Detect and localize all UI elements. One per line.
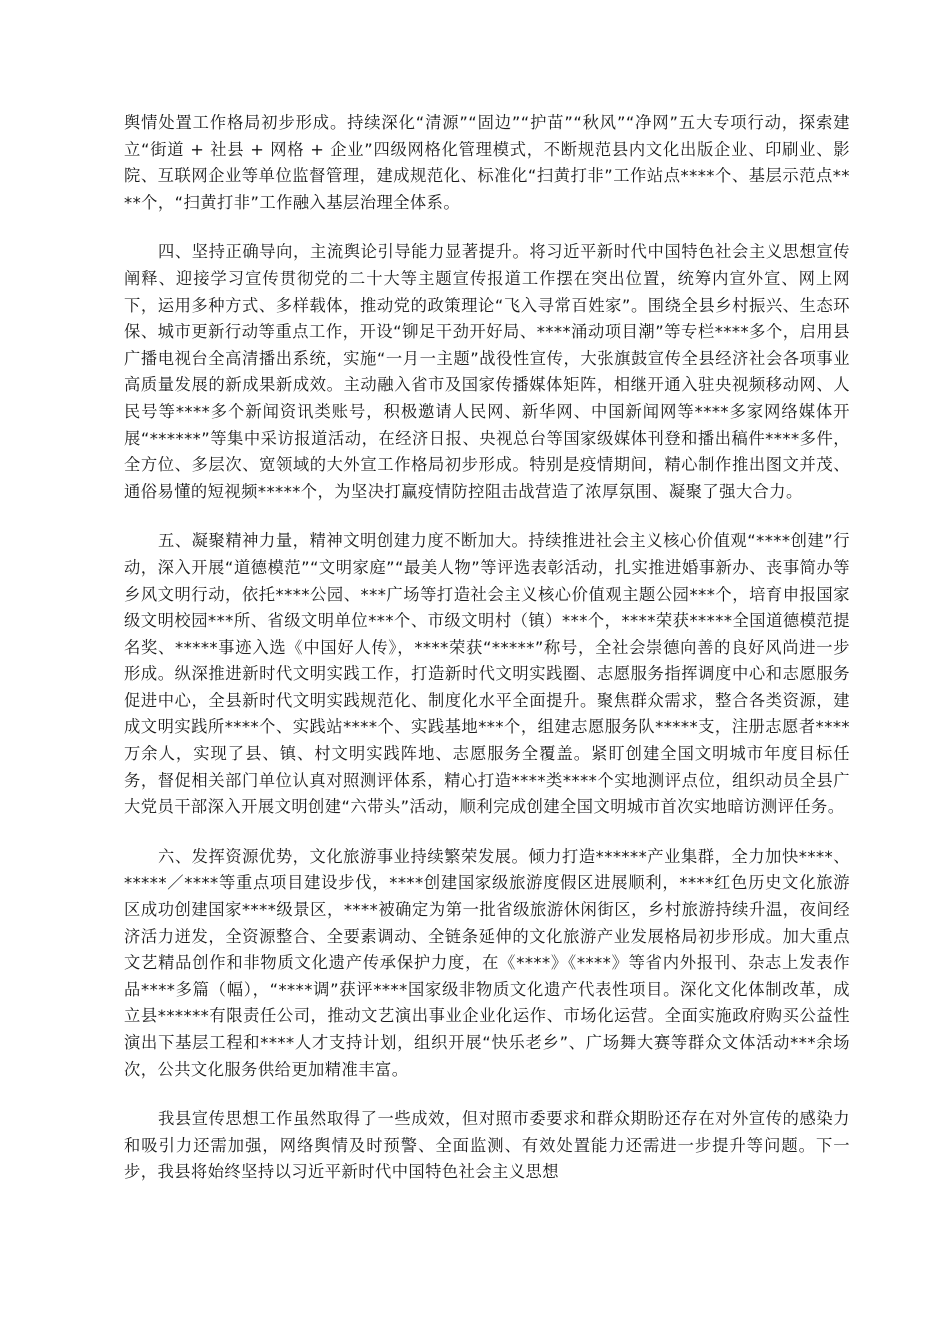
paragraph-continued-saohuang: 舆情处置工作格局初步形成。持续深化“清源”“固边”“护苗”“秋风”“净网”五大专项行动，探索建立“街道 + 社县 + 网格 + 企业”四级网格化管理模式，不断规范县内文化出版企业、印刷业、影院、互联网企业等单位监督管理，建成规范化、标准化“扫黄打非”工作站点****个、基层示范点****个，“扫黄打非”工作融入基层治理全体系。 <box>124 113 850 212</box>
paragraph-section-five: 五、凝聚精神力量，精神文明创建力度不断加大。持续推进社会主义核心价值观“****创建”行动，深入开展“道德模范”“文明家庭”“最美人物”等评选表彰活动，扎实推进婚事新办、丧事简办等乡风文明行动，依托****公园、***广场等打造社会主义核心价值观主题公园***个，培育申报国家级文明校园***所、省级文明单位***个、市级文明村（镇）***个，****荣获*****全国道德模范提名奖、*****事迹入选《中国好人传》，****荣获“*****”称号，全社会崇德向善的良好风尚进一步形成。纵深推进新时代文明实践工作，打造新时代文明实践圈、志愿服务指挥调度中心和志愿服务促进中心，全县新时代文明实践规范化、制度化水平全面提升。聚焦群众需求，整合各类资源，建成文明实践所****个、实践站****个、实践基地***个，组建志愿服务队*****支，注册志愿者****万余人，实现了县、镇、村文明实践阵地、志愿服务全覆盖。紧盯创建全国文明城市年度目标任务，督促相关部门单位认真对照测评体系，精心打造****类****个实地测评点位，组织动员全县广大党员干部深入开展文明创建“六带头”活动，顺利完成创建全国文明城市首次实地暗访测评任务。 <box>124 531 850 817</box>
paragraph-section-four: 四、坚持正确导向，主流舆论引导能力显著提升。将习近平新时代中国特色社会主义思想宣传阐释、迎接学习宣传贯彻党的二十大等主题宣传报道工作摆在突出位置，统筹内宣外宣、网上网下，运用多种方式、多样载体，推动党的政策理论“飞入寻常百姓家”。围绕全县乡村振兴、生态环保、城市更新行动等重点工作，开设“铆足干劲开好局、****涌动项目潮”等专栏****多个，启用县广播电视台全高清播出系统，实施“一月一主题”战役性宣传，大张旗鼓宣传全县经济社会各项事业高质量发展的新成果新成效。主动融入省市及国家传播媒体矩阵，相继开通入驻央视频移动网、人民号等****多个新闻资讯类账号，积极邀请人民网、新华网、中国新闻网等****多家网络媒体开展“******”等集中采访报道活动，在经济日报、央视总台等国家级媒体刊登和播出稿件****多件，全方位、多层次、宽领域的大外宣工作格局初步形成。特别是疫情期间，精心制作推出图文并茂、通俗易懂的短视频*****个，为坚决打赢疫情防控阻击战营造了浓厚氛围、凝聚了强大合力。 <box>124 242 850 501</box>
paragraph-section-six: 六、发挥资源优势，文化旅游事业持续繁荣发展。倾力打造******产业集群，全力加快****、*****／****等重点项目建设步伐，****创建国家级旅游度假区进展顺利，****红色历史文化旅游区成功创建国家****级景区，****被确定为第一批省级旅游休闲街区，乡村旅游持续升温，夜间经济活力迸发，全资源整合、全要素调动、全链条延伸的文化旅游产业发展格局初步形成。加大重点文艺精品创作和非物质文化遗产传承保护力度，在《****》《****》等省内外报刊、杂志上发表作品****多篇（幅），“****调”获评****国家级非物质文化遗产代表性项目。深化文化体制改革，成立县******有限责任公司，推动文艺演出事业企业化运作、市场化运营。全面实施政府购买公益性演出下基层工程和****人才支持计划，组织开展“快乐老乡”、广场舞大赛等群众文体活动***余场次，公共文化服务供给更加精准丰富。 <box>124 846 850 1079</box>
document-page <box>124 110 850 1209</box>
paragraph-summary: 我县宣传思想工作虽然取得了一些成效，但对照市委要求和群众期盼还存在对外宣传的感染力和吸引力还需加强，网络舆情及时预警、全面监测、有效处置能力还需进一步提升等问题。下一步，我县将始终坚持以习近平新时代中国特色社会主义思想 <box>124 1109 850 1182</box>
